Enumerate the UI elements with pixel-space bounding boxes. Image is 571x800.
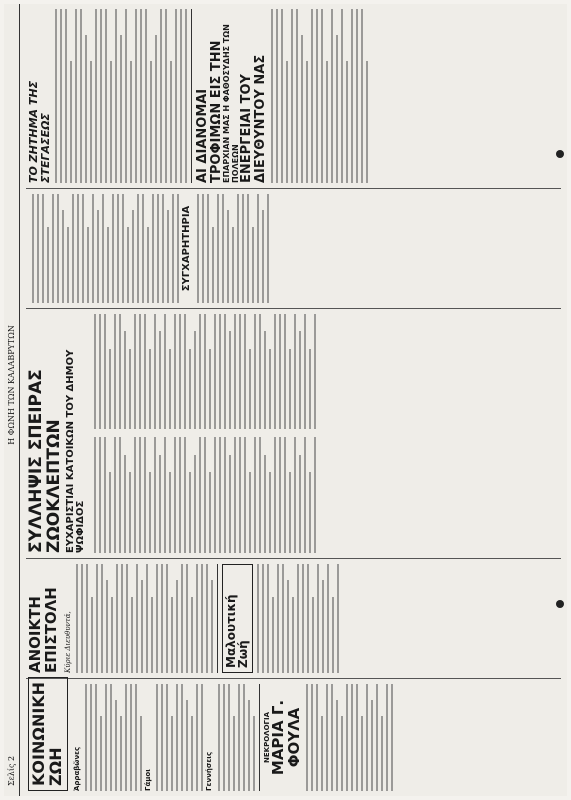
dianomai-subtitle: ΕΠΑΡΧΙΑΝ ΜΑΣ Η ΦΑΘΟΣΥΔΗΣ ΤΩΝ ΠΟΛΕΩΝ	[222, 24, 240, 183]
dianomai-title2: ΕΝΕΡΓΕΙΑΙ ΤΟΥ ΔΙΕΥΘΥΝΤΟΥ ΝΑΣ	[239, 54, 268, 183]
stegasis-text	[55, 9, 187, 183]
open-letter-greeting: Κύριε Διευθυντά,	[63, 611, 72, 673]
column-koinoniki	[26, 678, 561, 796]
maloutiki-text	[257, 564, 339, 673]
syllipsis-text-left	[91, 438, 319, 554]
column-sygcharitiria	[26, 188, 561, 308]
sygcharitiria-text-top	[32, 194, 179, 303]
sygcharitiria-text	[197, 194, 269, 303]
maloutiki-title: Μαλουτική Ζωή	[222, 564, 253, 673]
births-text	[218, 684, 255, 791]
page-label: Σελίς 2	[7, 755, 16, 786]
syllipsis-text-right	[91, 314, 319, 430]
necrology-text	[306, 684, 393, 791]
open-letter-text	[76, 564, 213, 673]
births-heading: Γεννήσεις	[205, 751, 214, 791]
necrology-title: ΜΑΡΙΑ Γ. ΦΟΥΛΑ	[268, 699, 303, 776]
column-anoikti	[26, 558, 561, 678]
column-stegasis	[26, 4, 561, 188]
sygcharitiria-title: ΣΥΓΧΑΡΗΤΗΡΙΑ	[181, 205, 192, 292]
rotated-page-content	[4, 4, 567, 796]
newspaper-page	[4, 4, 567, 796]
engagements-text	[85, 684, 142, 791]
syllipsis-title: ΣΥΛΛΗΨΙΣ ΣΠΕΙΡΑΣ ΖΩΟΚΛΕΠΤΩΝ	[26, 369, 64, 553]
masthead-bar	[4, 4, 20, 796]
dianomai-title: ΑΙ ΔΙΑΝΟΜΑΙ ΤΡΟΦΙΜΩΝ ΕΙΣ ΤΗΝ	[195, 40, 224, 183]
koinoniki-title: ΚΟΙΝΩΝΙΚΗ ΖΩΗ	[28, 677, 68, 791]
masthead-title: Η ΦΩΝΗ ΤΩΝ ΚΑΛΑΒΡΥΤΩΝ	[7, 325, 16, 445]
weddings-text	[156, 684, 203, 791]
necrology-label: ΝΕΚΡΟΛΟΓΙΑ	[262, 712, 271, 763]
column-syllipsis	[26, 308, 561, 558]
punch-hole-bottom	[556, 600, 564, 608]
open-letter-title: ΑΝΟΙΚΤΗ ΕΠΙΣΤΟΛΗ	[26, 587, 60, 673]
engagements-heading: Ἀρραβῶνες	[72, 746, 81, 791]
syllipsis-subtitle: ΕΥΧΑΡΙΣΤΙΑΙ ΚΑΤΟΙΚΩΝ ΤΟΥ ΔΗΜΟΥ ΨΩΦΙΔΟΣ	[64, 349, 87, 553]
punch-hole-top	[556, 150, 564, 158]
stegasis-title: ΤΟ ΖΗΤΗΜΑ ΤΗΣ ΣΤΕΓΑΣΕΩΣ	[27, 80, 52, 183]
dianomai-text	[271, 9, 368, 183]
weddings-heading: Γάμοι	[143, 769, 152, 791]
